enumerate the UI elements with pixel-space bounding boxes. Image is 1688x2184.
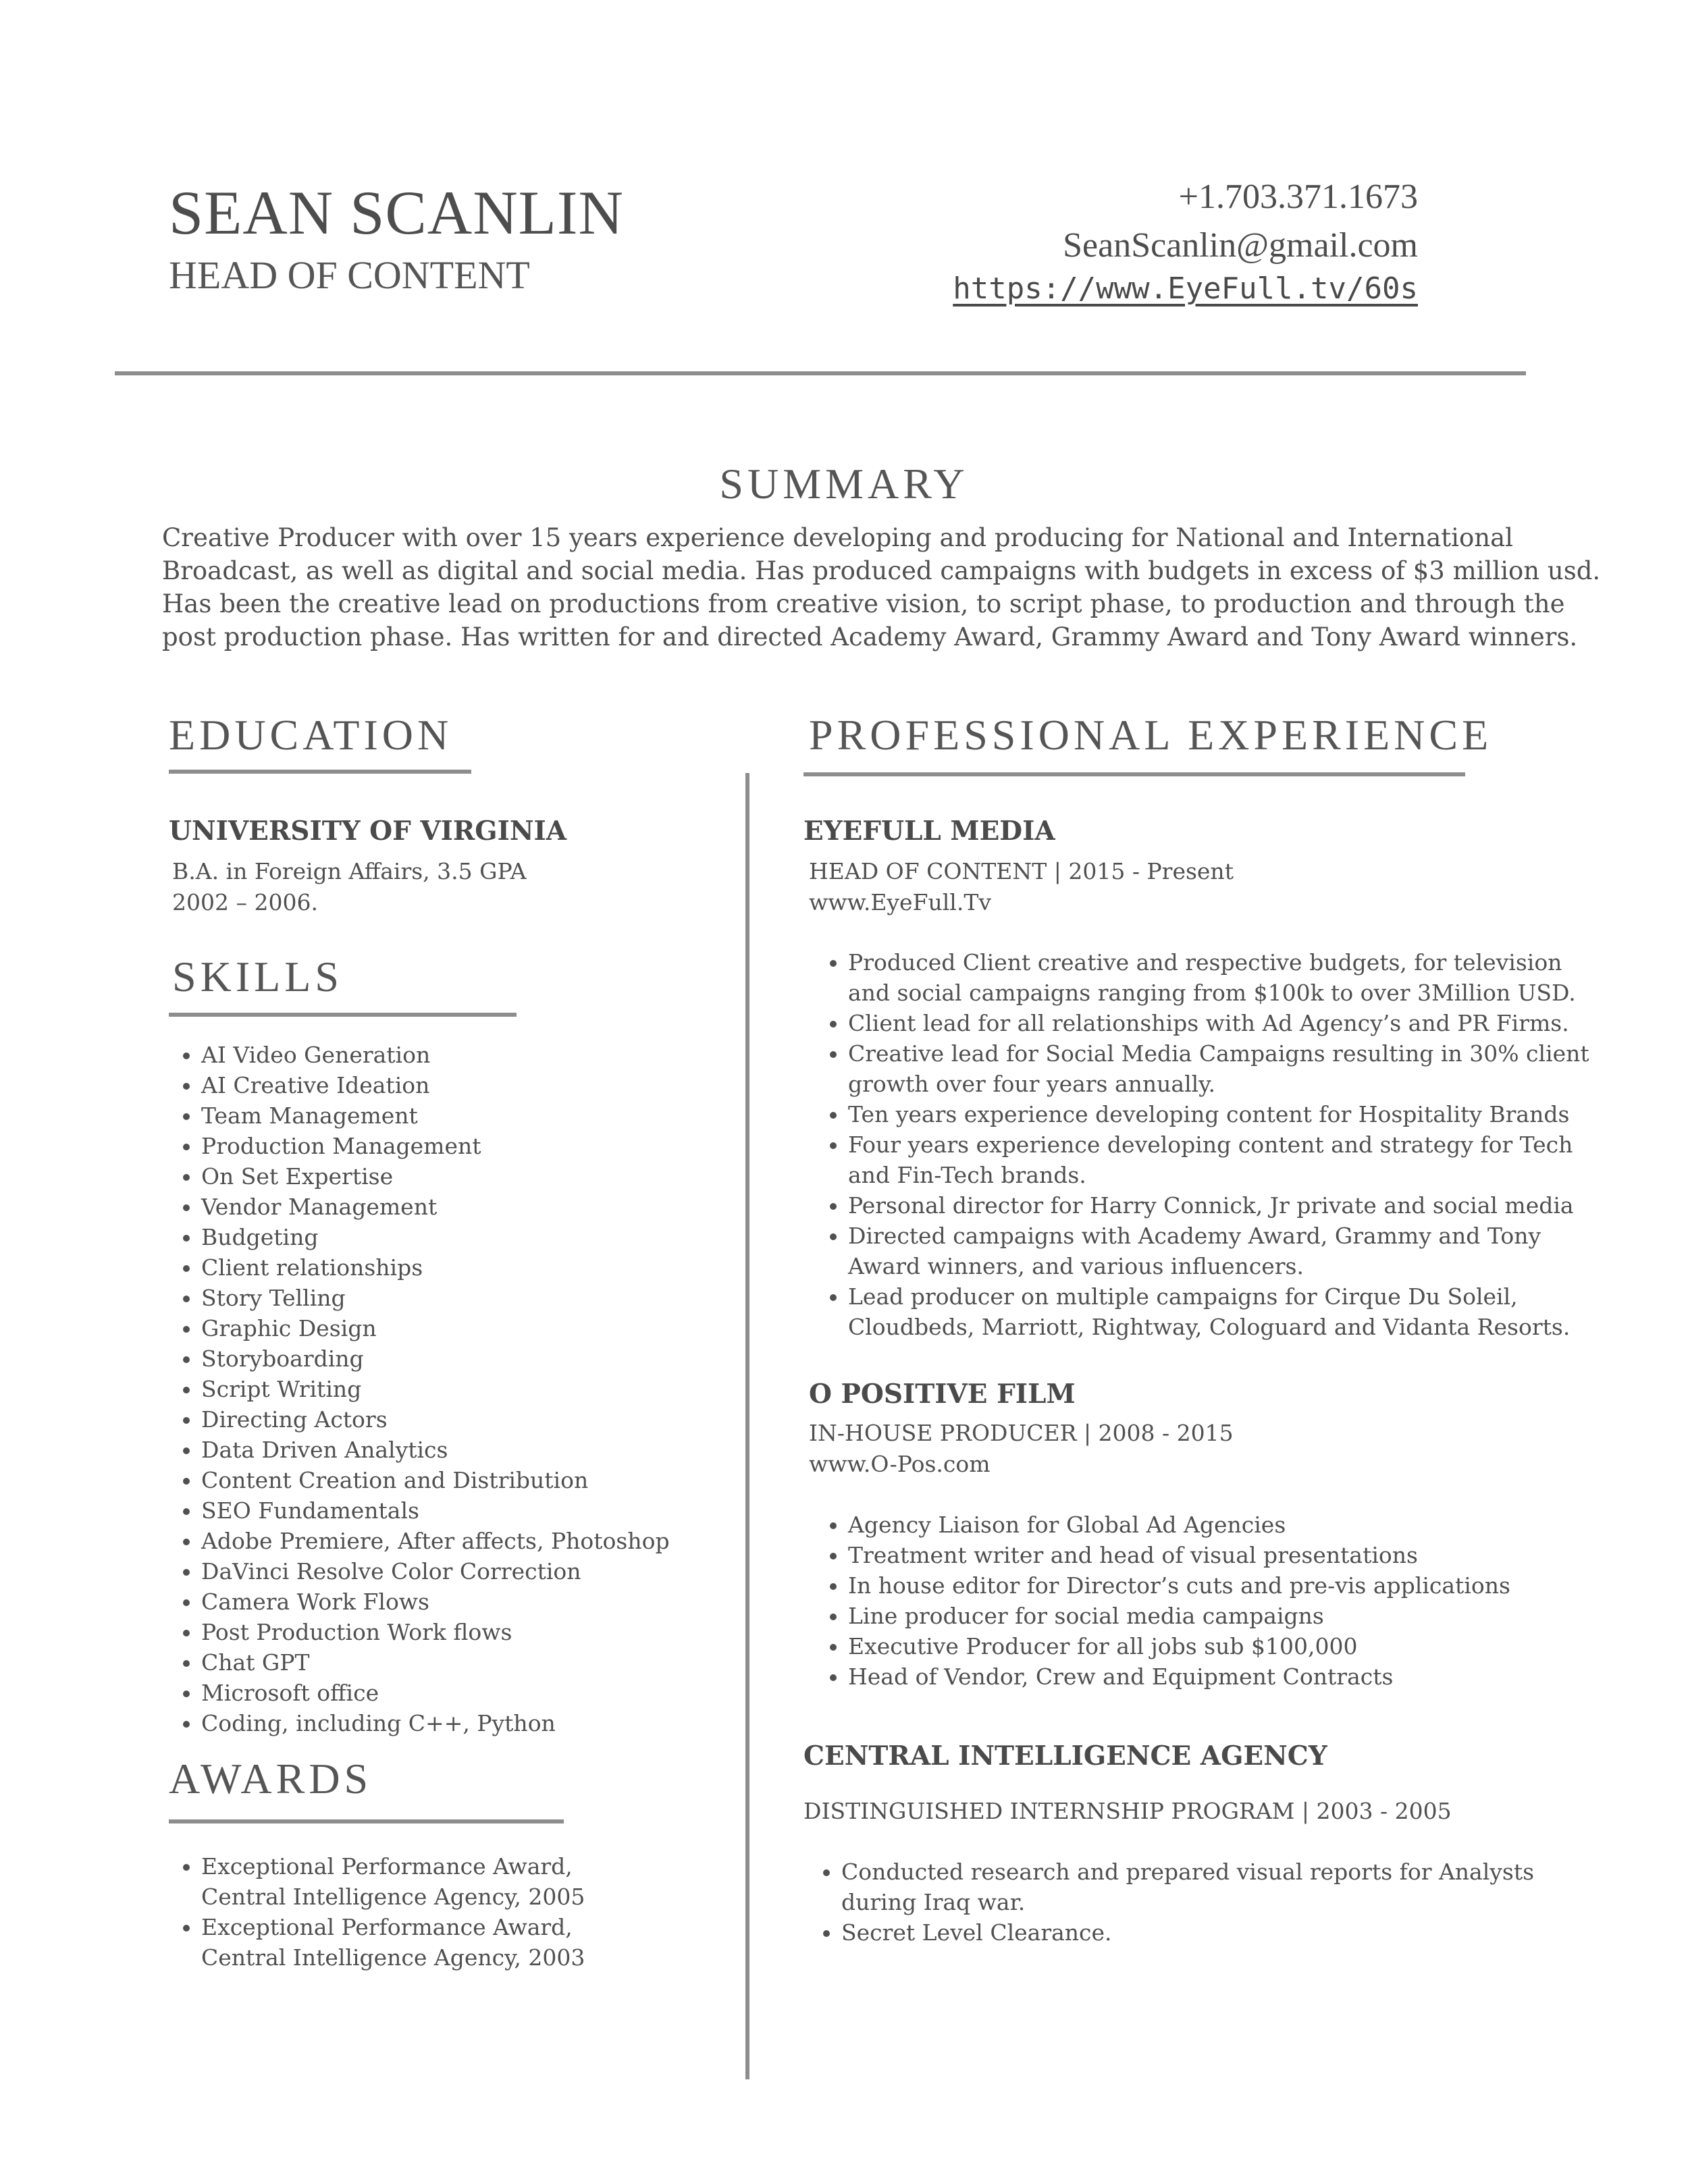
skill-item: • SEO Fundamentals (201, 1495, 741, 1526)
skill-item: • Camera Work Flows (201, 1587, 741, 1617)
employer-name: EYEFULL MEDIA (803, 816, 1055, 847)
job-bullet (848, 1008, 1591, 1038)
column-divider (745, 773, 749, 2079)
skill-item: • Data Driven Analytics (201, 1435, 741, 1465)
summary-line: post production phase. Has written for and directed Academy Award, Grammy Award and Tony Award winners. (162, 622, 1578, 651)
skills-list (162, 1040, 741, 1738)
education-details (172, 856, 527, 918)
award-line: • Exceptional Performance Award, (201, 1853, 573, 1880)
skills-heading: SKILLS (172, 953, 343, 1001)
education-heading: EDUCATION (169, 711, 453, 759)
bullet-line: • In house editor for Director’s cuts and pre-vis applications (848, 1572, 1510, 1599)
award-line: Central Intelligence Agency, 2005 (201, 1884, 585, 1910)
skill-item: • Vendor Management (201, 1192, 741, 1222)
award-item (201, 1912, 741, 1973)
skill-item: • AI Video Generation (201, 1040, 741, 1070)
employer-name: O POSITIVE FILM (809, 1379, 1076, 1410)
job-bullet (848, 1631, 1591, 1661)
bullet-line: • Four years experience developing content and strategy for Tech (848, 1131, 1573, 1158)
skill-item: • Script Writing (201, 1374, 741, 1404)
award-line: • Exceptional Performance Award, (201, 1914, 573, 1940)
job-bullets (809, 947, 1591, 1342)
skill-item: • AI Creative Ideation (201, 1070, 741, 1100)
skill-item: • Content Creation and Distribution (201, 1465, 741, 1495)
bullet-line: • Head of Vendor, Crew and Equipment Contracts (848, 1663, 1394, 1690)
header-divider (115, 371, 1526, 375)
job-bullet (848, 1570, 1591, 1601)
candidate-name: SEAN SCANLIN (169, 178, 624, 247)
bullet-line: • Creative lead for Social Media Campaigns resulting in 30% client (848, 1040, 1589, 1067)
skill-item: • Adobe Premiere, After affects, Photoshop (201, 1526, 741, 1556)
job-bullets (809, 1510, 1591, 1692)
education-years: 2002 – 2006. (172, 889, 318, 915)
job-bullet (848, 1601, 1591, 1631)
summary-line: Has been the creative lead on productions from creative vision, to script phase, to production and through the (162, 589, 1565, 618)
bullet-line: • Personal director for Harry Connick, Jr private and social media (848, 1192, 1574, 1219)
summary-paragraph (162, 521, 1601, 654)
job-title: HEAD OF CONTENT | 2015 - Present (809, 858, 1234, 884)
skills-underline (169, 1013, 517, 1017)
phone-number: +1.703.371.1673 (1178, 178, 1418, 216)
portfolio-link[interactable]: https://www.EyeFull.tv/60s (953, 271, 1418, 306)
job-bullet (848, 1281, 1591, 1342)
skill-item: • Coding, including C++, Python (201, 1708, 741, 1738)
bullet-line: • Line producer for social media campaigns (848, 1603, 1324, 1629)
bullet-line: • Client lead for all relationships with Ad Agency’s and PR Firms. (848, 1010, 1569, 1036)
job-bullet (848, 1221, 1591, 1281)
awards-underline (169, 1819, 564, 1823)
summary-heading: SUMMARY (719, 460, 969, 508)
skill-item: • Team Management (201, 1100, 741, 1131)
job-details (809, 856, 1234, 918)
job-bullet (848, 1510, 1591, 1540)
summary-line: Broadcast, as well as digital and social media. Has produced campaigns with budgets in excess of $3 million usd. (162, 556, 1601, 585)
experience-heading: PROFESSIONAL EXPERIENCE (809, 711, 1493, 759)
skill-item: • Story Telling (201, 1283, 741, 1313)
education-underline (169, 770, 471, 774)
job-details (809, 1418, 1234, 1480)
bullet-line: • Treatment writer and head of visual presentations (848, 1542, 1418, 1568)
award-line: Central Intelligence Agency, 2003 (201, 1944, 585, 1971)
job-bullet (841, 1857, 1584, 1917)
bullet-line: • Secret Level Clearance. (841, 1919, 1112, 1946)
bullet-line: • Ten years experience developing content for Hospitality Brands (848, 1101, 1570, 1127)
skill-item: • Post Production Work flows (201, 1617, 741, 1647)
skill-item: • Graphic Design (201, 1313, 741, 1343)
skill-item: • Client relationships (201, 1252, 741, 1283)
degree: B.A. in Foreign Affairs, 3.5 GPA (172, 858, 527, 884)
skill-item: • Microsoft office (201, 1678, 741, 1708)
summary-line: Creative Producer with over 15 years experience developing and producing for National and International (162, 523, 1513, 552)
skill-item: • DaVinci Resolve Color Correction (201, 1556, 741, 1587)
skill-item: • Production Management (201, 1131, 741, 1161)
employer-name: CENTRAL INTELLIGENCE AGENCY (803, 1740, 1327, 1772)
awards-list (162, 1851, 741, 1973)
job-bullet (848, 1038, 1591, 1099)
bullet-line: • Conducted research and prepared visual reports for Analysts (841, 1859, 1535, 1885)
job-bullet (841, 1917, 1584, 1948)
bullet-line: • Lead producer on multiple campaigns for Cirque Du Soleil, (848, 1283, 1518, 1310)
job-bullet (848, 1661, 1591, 1692)
bullet-line: and Fin-Tech brands. (848, 1162, 1086, 1188)
employer-website: www.O-Pos.com (809, 1451, 991, 1477)
job-bullet (848, 1540, 1591, 1570)
job-title: IN-HOUSE PRODUCER | 2008 - 2015 (809, 1420, 1234, 1446)
email-address: SeanScanlin@gmail.com (1063, 226, 1418, 265)
job-bullet (848, 1190, 1591, 1221)
candidate-role: HEAD OF CONTENT (169, 253, 530, 297)
skill-item: • Budgeting (201, 1222, 741, 1252)
job-title: DISTINGUISHED INTERNSHIP PROGRAM | 2003 - 2005 (803, 1798, 1452, 1824)
job-bullet (848, 1099, 1591, 1129)
awards-heading: AWARDS (169, 1755, 373, 1803)
award-item (201, 1851, 741, 1912)
experience-underline (803, 772, 1465, 776)
school-name: UNIVERSITY OF VIRGINIA (169, 816, 566, 847)
bullet-line: • Directed campaigns with Academy Award, Grammy and Tony (848, 1223, 1541, 1249)
bullet-line: Cloudbeds, Marriott, Rightway, Cologuard and Vidanta Resorts. (848, 1314, 1571, 1340)
bullet-line: growth over four years annually. (848, 1071, 1215, 1097)
bullet-line: Award winners, and various influencers. (848, 1253, 1304, 1279)
skill-item: • On Set Expertise (201, 1161, 741, 1192)
bullet-line: and social campaigns ranging from $100k to over 3Million USD. (848, 980, 1576, 1006)
job-bullet (848, 947, 1591, 1008)
employer-website: www.EyeFull.Tv (809, 889, 991, 915)
bullet-line: • Produced Client creative and respective budgets, for television (848, 949, 1562, 976)
bullet-line: • Executive Producer for all jobs sub $100,000 (848, 1633, 1358, 1659)
skill-item: • Chat GPT (201, 1647, 741, 1678)
skill-item: • Storyboarding (201, 1343, 741, 1374)
bullet-line: during Iraq war. (841, 1889, 1026, 1915)
skill-item: • Directing Actors (201, 1404, 741, 1435)
bullet-line: • Agency Liaison for Global Ad Agencies (848, 1512, 1286, 1538)
job-bullets (802, 1857, 1584, 1948)
job-bullet (848, 1129, 1591, 1190)
